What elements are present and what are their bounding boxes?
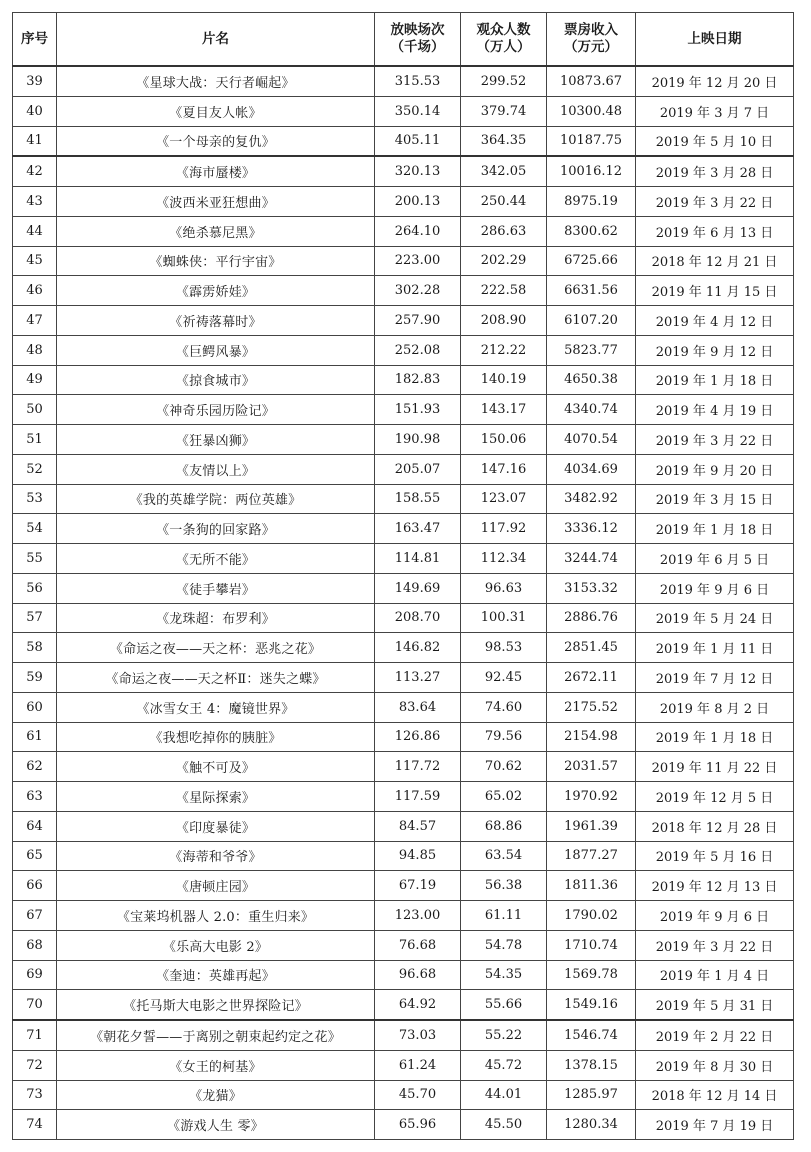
cell-boxoffice: 6725.66 [547, 246, 636, 276]
cell-title: 《游戏人生 零》 [57, 1110, 375, 1140]
cell-screenings: 182.83 [375, 365, 461, 395]
cell-seq: 55 [13, 544, 57, 574]
cell-title: 《女王的柯基》 [57, 1050, 375, 1080]
cell-boxoffice: 1790.02 [547, 901, 636, 931]
cell-audience: 143.17 [461, 395, 547, 425]
cell-date: 2019 年 1 月 18 日 [636, 514, 794, 544]
cell-audience: 63.54 [461, 841, 547, 871]
cell-seq: 67 [13, 901, 57, 931]
table-row [13, 544, 794, 574]
cell-screenings: 257.90 [375, 306, 461, 336]
cell-screenings: 146.82 [375, 633, 461, 663]
cell-audience: 208.90 [461, 306, 547, 336]
cell-audience: 68.86 [461, 811, 547, 841]
cell-title: 《海蒂和爷爷》 [57, 841, 375, 871]
cell-screenings: 45.70 [375, 1080, 461, 1110]
table-row [13, 1020, 794, 1050]
cell-audience: 342.05 [461, 156, 547, 186]
cell-screenings: 302.28 [375, 276, 461, 306]
cell-title: 《绝杀慕尼黑》 [57, 216, 375, 246]
header-boxoffice [547, 13, 636, 67]
cell-title: 《巨鳄风暴》 [57, 335, 375, 365]
cell-screenings: 190.98 [375, 425, 461, 455]
cell-seq: 62 [13, 752, 57, 782]
cell-audience: 61.11 [461, 901, 547, 931]
cell-seq: 74 [13, 1110, 57, 1140]
cell-title: 《奎迪：英雄再起》 [57, 960, 375, 990]
header-audience-line2: （万人） [476, 39, 531, 55]
cell-title: 《徒手攀岩》 [57, 573, 375, 603]
cell-boxoffice: 1280.34 [547, 1110, 636, 1140]
cell-seq: 61 [13, 722, 57, 752]
table-row [13, 901, 794, 931]
cell-date: 2019 年 9 月 20 日 [636, 454, 794, 484]
cell-date: 2019 年 12 月 20 日 [636, 66, 794, 96]
table-row [13, 276, 794, 306]
cell-screenings: 94.85 [375, 841, 461, 871]
cell-title: 《狂暴凶狮》 [57, 425, 375, 455]
table-row [13, 335, 794, 365]
cell-title: 《夏目友人帐》 [57, 96, 375, 126]
cell-title: 《一条狗的回家路》 [57, 514, 375, 544]
cell-title: 《命运之夜——天之杯Ⅱ：迷失之蝶》 [57, 663, 375, 693]
cell-date: 2019 年 6 月 5 日 [636, 544, 794, 574]
cell-audience: 364.35 [461, 126, 547, 156]
cell-audience: 92.45 [461, 663, 547, 693]
cell-seq: 66 [13, 871, 57, 901]
cell-title: 《波西米亚狂想曲》 [57, 187, 375, 217]
cell-seq: 45 [13, 246, 57, 276]
cell-title: 《命运之夜——天之杯：恶兆之花》 [57, 633, 375, 663]
table-row [13, 454, 794, 484]
table-row [13, 663, 794, 693]
table-row [13, 871, 794, 901]
cell-screenings: 350.14 [375, 96, 461, 126]
cell-audience: 222.58 [461, 276, 547, 306]
cell-audience: 150.06 [461, 425, 547, 455]
cell-boxoffice: 1285.97 [547, 1080, 636, 1110]
cell-date: 2019 年 11 月 22 日 [636, 752, 794, 782]
cell-seq: 59 [13, 663, 57, 693]
cell-seq: 39 [13, 66, 57, 96]
cell-date: 2018 年 12 月 21 日 [636, 246, 794, 276]
cell-title: 《蜘蛛侠：平行宇宙》 [57, 246, 375, 276]
cell-screenings: 83.64 [375, 692, 461, 722]
cell-boxoffice: 10016.12 [547, 156, 636, 186]
cell-screenings: 126.86 [375, 722, 461, 752]
cell-seq: 42 [13, 156, 57, 186]
cell-date: 2019 年 5 月 31 日 [636, 990, 794, 1020]
cell-seq: 48 [13, 335, 57, 365]
cell-date: 2019 年 8 月 30 日 [636, 1050, 794, 1080]
table-row [13, 990, 794, 1020]
cell-title: 《海市蜃楼》 [57, 156, 375, 186]
cell-boxoffice: 4340.74 [547, 395, 636, 425]
table-row [13, 187, 794, 217]
cell-audience: 299.52 [461, 66, 547, 96]
cell-audience: 79.56 [461, 722, 547, 752]
cell-seq: 69 [13, 960, 57, 990]
cell-seq: 49 [13, 365, 57, 395]
cell-audience: 202.29 [461, 246, 547, 276]
cell-screenings: 315.53 [375, 66, 461, 96]
table-row [13, 395, 794, 425]
cell-boxoffice: 10873.67 [547, 66, 636, 96]
cell-boxoffice: 10187.75 [547, 126, 636, 156]
cell-boxoffice: 4070.54 [547, 425, 636, 455]
cell-seq: 70 [13, 990, 57, 1020]
cell-seq: 71 [13, 1020, 57, 1050]
cell-date: 2018 年 12 月 14 日 [636, 1080, 794, 1110]
cell-audience: 54.78 [461, 930, 547, 960]
table-row [13, 484, 794, 514]
cell-date: 2019 年 3 月 22 日 [636, 187, 794, 217]
table-row [13, 603, 794, 633]
cell-screenings: 67.19 [375, 871, 461, 901]
header-row [13, 13, 794, 67]
cell-seq: 56 [13, 573, 57, 603]
cell-screenings: 223.00 [375, 246, 461, 276]
header-audience [461, 13, 547, 67]
cell-screenings: 405.11 [375, 126, 461, 156]
cell-audience: 56.38 [461, 871, 547, 901]
cell-boxoffice: 3336.12 [547, 514, 636, 544]
cell-seq: 73 [13, 1080, 57, 1110]
cell-date: 2019 年 8 月 2 日 [636, 692, 794, 722]
cell-boxoffice: 4650.38 [547, 365, 636, 395]
table-row [13, 722, 794, 752]
header-boxoffice-line2: （万元） [564, 39, 618, 55]
cell-seq: 40 [13, 96, 57, 126]
cell-date: 2019 年 4 月 12 日 [636, 306, 794, 336]
cell-screenings: 320.13 [375, 156, 461, 186]
cell-screenings: 61.24 [375, 1050, 461, 1080]
cell-boxoffice: 1811.36 [547, 871, 636, 901]
cell-title: 《冰雪女王 4：魔镜世界》 [57, 692, 375, 722]
cell-seq: 43 [13, 187, 57, 217]
header-screenings-line2: （千场） [390, 39, 445, 55]
cell-seq: 57 [13, 603, 57, 633]
cell-audience: 140.19 [461, 365, 547, 395]
cell-screenings: 65.96 [375, 1110, 461, 1140]
cell-screenings: 264.10 [375, 216, 461, 246]
cell-seq: 63 [13, 782, 57, 812]
header-date: 上映日期 [636, 13, 794, 67]
cell-title: 《神奇乐园历险记》 [57, 395, 375, 425]
cell-audience: 96.63 [461, 573, 547, 603]
cell-date: 2019 年 9 月 12 日 [636, 335, 794, 365]
cell-title: 《唐顿庄园》 [57, 871, 375, 901]
cell-title: 《宝莱坞机器人 2.0：重生归来》 [57, 901, 375, 931]
cell-screenings: 73.03 [375, 1020, 461, 1050]
cell-boxoffice: 1378.15 [547, 1050, 636, 1080]
header-seq: 序号 [13, 13, 57, 67]
cell-date: 2019 年 1 月 18 日 [636, 722, 794, 752]
table-row [13, 960, 794, 990]
header-title: 片名 [57, 13, 375, 67]
cell-boxoffice: 1961.39 [547, 811, 636, 841]
cell-boxoffice: 8975.19 [547, 187, 636, 217]
cell-audience: 55.22 [461, 1020, 547, 1050]
cell-title: 《托马斯大电影之世界探险记》 [57, 990, 375, 1020]
cell-audience: 74.60 [461, 692, 547, 722]
cell-title: 《龙珠超：布罗利》 [57, 603, 375, 633]
cell-audience: 123.07 [461, 484, 547, 514]
table-row [13, 306, 794, 336]
cell-date: 2018 年 12 月 28 日 [636, 811, 794, 841]
header-boxoffice-line1: 票房收入 [564, 22, 618, 38]
cell-title: 《我的英雄学院：两位英雄》 [57, 484, 375, 514]
table-row [13, 930, 794, 960]
cell-seq: 54 [13, 514, 57, 544]
table-row [13, 365, 794, 395]
table-row [13, 1080, 794, 1110]
cell-boxoffice: 3482.92 [547, 484, 636, 514]
cell-audience: 45.50 [461, 1110, 547, 1140]
table-row [13, 752, 794, 782]
cell-screenings: 96.68 [375, 960, 461, 990]
cell-screenings: 208.70 [375, 603, 461, 633]
cell-date: 2019 年 3 月 15 日 [636, 484, 794, 514]
cell-audience: 379.74 [461, 96, 547, 126]
cell-audience: 212.22 [461, 335, 547, 365]
cell-boxoffice: 1549.16 [547, 990, 636, 1020]
cell-audience: 65.02 [461, 782, 547, 812]
cell-screenings: 252.08 [375, 335, 461, 365]
cell-date: 2019 年 3 月 22 日 [636, 930, 794, 960]
cell-screenings: 117.59 [375, 782, 461, 812]
cell-seq: 41 [13, 126, 57, 156]
cell-date: 2019 年 3 月 28 日 [636, 156, 794, 186]
cell-date: 2019 年 11 月 15 日 [636, 276, 794, 306]
header-screenings-line1: 放映场次 [390, 22, 445, 38]
cell-boxoffice: 6631.56 [547, 276, 636, 306]
cell-date: 2019 年 9 月 6 日 [636, 901, 794, 931]
cell-screenings: 76.68 [375, 930, 461, 960]
header-screenings [375, 13, 461, 67]
cell-audience: 44.01 [461, 1080, 547, 1110]
cell-date: 2019 年 1 月 18 日 [636, 365, 794, 395]
cell-boxoffice: 1546.74 [547, 1020, 636, 1050]
cell-boxoffice: 2851.45 [547, 633, 636, 663]
cell-screenings: 113.27 [375, 663, 461, 693]
cell-audience: 98.53 [461, 633, 547, 663]
cell-audience: 250.44 [461, 187, 547, 217]
table-row [13, 633, 794, 663]
table-row [13, 811, 794, 841]
cell-date: 2019 年 3 月 22 日 [636, 425, 794, 455]
table-row [13, 246, 794, 276]
cell-date: 2019 年 1 月 4 日 [636, 960, 794, 990]
cell-boxoffice: 3244.74 [547, 544, 636, 574]
cell-screenings: 158.55 [375, 484, 461, 514]
cell-audience: 54.35 [461, 960, 547, 990]
cell-screenings: 151.93 [375, 395, 461, 425]
cell-seq: 52 [13, 454, 57, 484]
cell-boxoffice: 1569.78 [547, 960, 636, 990]
cell-title: 《我想吃掉你的胰脏》 [57, 722, 375, 752]
cell-boxoffice: 1877.27 [547, 841, 636, 871]
cell-date: 2019 年 12 月 5 日 [636, 782, 794, 812]
cell-date: 2019 年 4 月 19 日 [636, 395, 794, 425]
table-row [13, 782, 794, 812]
table-row [13, 425, 794, 455]
box-office-table [12, 12, 794, 1140]
cell-date: 2019 年 6 月 13 日 [636, 216, 794, 246]
cell-boxoffice: 2886.76 [547, 603, 636, 633]
cell-title: 《一个母亲的复仇》 [57, 126, 375, 156]
cell-audience: 147.16 [461, 454, 547, 484]
cell-title: 《龙猫》 [57, 1080, 375, 1110]
cell-title: 《友情以上》 [57, 454, 375, 484]
cell-title: 《朝花夕誓——于离别之朝束起约定之花》 [57, 1020, 375, 1050]
cell-seq: 46 [13, 276, 57, 306]
document-page [12, 12, 793, 1140]
cell-seq: 65 [13, 841, 57, 871]
table-body [13, 66, 794, 1140]
cell-audience: 117.92 [461, 514, 547, 544]
table-header [13, 13, 794, 67]
cell-screenings: 163.47 [375, 514, 461, 544]
cell-date: 2019 年 2 月 22 日 [636, 1020, 794, 1050]
cell-title: 《祈祷落幕时》 [57, 306, 375, 336]
table-row [13, 1110, 794, 1140]
cell-title: 《掠食城市》 [57, 365, 375, 395]
cell-date: 2019 年 5 月 10 日 [636, 126, 794, 156]
cell-audience: 55.66 [461, 990, 547, 1020]
cell-date: 2019 年 9 月 6 日 [636, 573, 794, 603]
cell-title: 《触不可及》 [57, 752, 375, 782]
cell-audience: 100.31 [461, 603, 547, 633]
cell-seq: 50 [13, 395, 57, 425]
cell-title: 《星际探索》 [57, 782, 375, 812]
table-row [13, 514, 794, 544]
cell-date: 2019 年 7 月 12 日 [636, 663, 794, 693]
cell-seq: 60 [13, 692, 57, 722]
cell-boxoffice: 2031.57 [547, 752, 636, 782]
header-audience-line1: 观众人数 [476, 22, 531, 38]
cell-audience: 112.34 [461, 544, 547, 574]
cell-boxoffice: 5823.77 [547, 335, 636, 365]
cell-date: 2019 年 1 月 11 日 [636, 633, 794, 663]
cell-audience: 45.72 [461, 1050, 547, 1080]
cell-seq: 44 [13, 216, 57, 246]
cell-date: 2019 年 5 月 16 日 [636, 841, 794, 871]
cell-date: 2019 年 7 月 19 日 [636, 1110, 794, 1140]
cell-boxoffice: 2154.98 [547, 722, 636, 752]
cell-title: 《印度暴徒》 [57, 811, 375, 841]
cell-boxoffice: 1710.74 [547, 930, 636, 960]
table-row [13, 692, 794, 722]
cell-boxoffice: 4034.69 [547, 454, 636, 484]
cell-screenings: 149.69 [375, 573, 461, 603]
cell-boxoffice: 8300.62 [547, 216, 636, 246]
cell-screenings: 114.81 [375, 544, 461, 574]
cell-screenings: 123.00 [375, 901, 461, 931]
cell-boxoffice: 2175.52 [547, 692, 636, 722]
cell-seq: 68 [13, 930, 57, 960]
cell-title: 《无所不能》 [57, 544, 375, 574]
cell-boxoffice: 2672.11 [547, 663, 636, 693]
cell-date: 2019 年 5 月 24 日 [636, 603, 794, 633]
cell-screenings: 64.92 [375, 990, 461, 1020]
cell-screenings: 205.07 [375, 454, 461, 484]
cell-boxoffice: 6107.20 [547, 306, 636, 336]
table-row [13, 216, 794, 246]
cell-seq: 64 [13, 811, 57, 841]
table-row [13, 126, 794, 156]
cell-seq: 47 [13, 306, 57, 336]
table-row [13, 66, 794, 96]
table-row [13, 573, 794, 603]
cell-boxoffice: 1970.92 [547, 782, 636, 812]
cell-date: 2019 年 3 月 7 日 [636, 96, 794, 126]
cell-audience: 70.62 [461, 752, 547, 782]
cell-title: 《星球大战：天行者崛起》 [57, 66, 375, 96]
cell-seq: 58 [13, 633, 57, 663]
table-row [13, 96, 794, 126]
cell-screenings: 200.13 [375, 187, 461, 217]
cell-boxoffice: 10300.48 [547, 96, 636, 126]
table-row [13, 1050, 794, 1080]
cell-seq: 51 [13, 425, 57, 455]
table-row [13, 156, 794, 186]
cell-title: 《乐高大电影 2》 [57, 930, 375, 960]
cell-date: 2019 年 12 月 13 日 [636, 871, 794, 901]
cell-seq: 72 [13, 1050, 57, 1080]
cell-seq: 53 [13, 484, 57, 514]
cell-screenings: 84.57 [375, 811, 461, 841]
cell-screenings: 117.72 [375, 752, 461, 782]
cell-audience: 286.63 [461, 216, 547, 246]
cell-title: 《霹雳娇娃》 [57, 276, 375, 306]
cell-boxoffice: 3153.32 [547, 573, 636, 603]
table-row [13, 841, 794, 871]
